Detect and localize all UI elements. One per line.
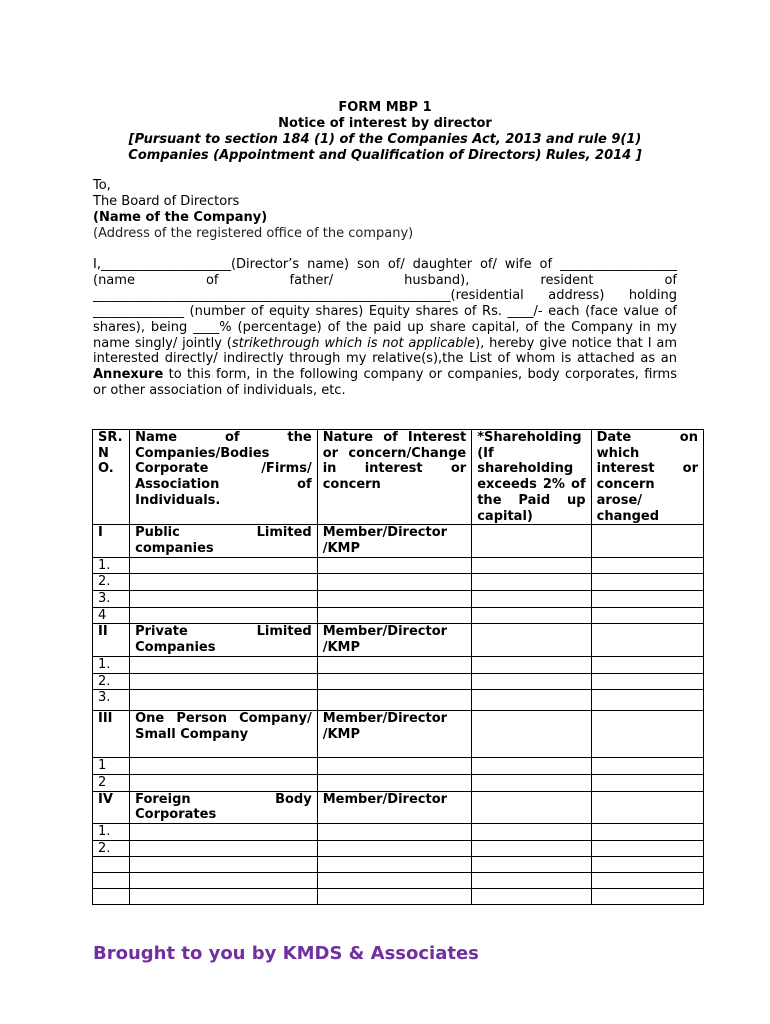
table-cell: 2. bbox=[93, 840, 130, 857]
board-line: The Board of Directors bbox=[93, 194, 240, 209]
table-cell bbox=[317, 673, 472, 690]
col-header-name: Name of the Companies/Bodies Corporate /Firms/ Association of Individuals. bbox=[130, 430, 318, 525]
table-row bbox=[93, 857, 704, 873]
table-cell bbox=[591, 774, 703, 791]
table-cell: II bbox=[93, 624, 130, 656]
strikethrough-note: strikethrough which is not applicable bbox=[231, 335, 476, 351]
table-cell bbox=[472, 824, 591, 841]
table-cell bbox=[317, 607, 472, 624]
table-cell: Member/Director /KMP bbox=[317, 624, 472, 656]
table-cell bbox=[130, 758, 318, 775]
table-cell: Member/Director /KMP bbox=[317, 711, 472, 758]
table-cell bbox=[472, 624, 591, 656]
table-cell bbox=[317, 774, 472, 791]
table-cell bbox=[591, 758, 703, 775]
footer-credit: Brought to you by KMDS & Associates bbox=[93, 943, 479, 964]
table-cell bbox=[472, 690, 591, 711]
col-header-shareholding: *Shareholding (If shareholding exceeds 2% of the Paid up capital) bbox=[472, 430, 591, 525]
table-cell: IV bbox=[93, 791, 130, 823]
table-cell bbox=[130, 840, 318, 857]
table-cell bbox=[591, 673, 703, 690]
table-cell bbox=[591, 791, 703, 823]
table-cell bbox=[130, 857, 318, 873]
table-cell bbox=[472, 857, 591, 873]
table-row bbox=[93, 624, 704, 656]
table-cell bbox=[472, 525, 591, 557]
table-cell bbox=[591, 857, 703, 873]
table-cell bbox=[130, 824, 318, 841]
table-cell bbox=[591, 840, 703, 857]
table-cell: I bbox=[93, 525, 130, 557]
pursuant-line-2: Companies (Appointment and Qualification of Directors) Rules, 2014 ] bbox=[128, 148, 642, 163]
table-cell bbox=[472, 656, 591, 673]
table-cell bbox=[130, 656, 318, 673]
table-cell: Member/Director bbox=[317, 791, 472, 823]
table-cell: 1 bbox=[93, 758, 130, 775]
table-cell bbox=[472, 673, 591, 690]
notice-text-2: ), hereby give notice that I am interested directly/ indirectly through my relative(s),the List of whom is attached as an bbox=[93, 335, 677, 367]
table-cell bbox=[472, 758, 591, 775]
table-cell bbox=[472, 574, 591, 591]
table-header-row bbox=[93, 430, 704, 525]
table-row bbox=[93, 840, 704, 857]
table-cell bbox=[93, 889, 130, 905]
table-cell bbox=[591, 574, 703, 591]
table-cell bbox=[130, 673, 318, 690]
table-cell bbox=[591, 889, 703, 905]
table-cell: 3. bbox=[93, 591, 130, 608]
table-row bbox=[93, 791, 704, 823]
table-cell bbox=[591, 591, 703, 608]
table-cell bbox=[591, 525, 703, 557]
table-row bbox=[93, 873, 704, 889]
table-cell bbox=[591, 656, 703, 673]
col-header-date: Date on which interest or concern arose/ changed bbox=[591, 430, 703, 525]
table-row bbox=[93, 774, 704, 791]
table-cell bbox=[93, 857, 130, 873]
table-row bbox=[93, 690, 704, 711]
table-cell bbox=[93, 873, 130, 889]
table-cell bbox=[317, 591, 472, 608]
table-cell bbox=[130, 557, 318, 574]
table-cell bbox=[130, 889, 318, 905]
table-cell: 3. bbox=[93, 690, 130, 711]
table-cell: 1. bbox=[93, 824, 130, 841]
table-cell bbox=[130, 774, 318, 791]
table-cell bbox=[130, 607, 318, 624]
company-name-placeholder: (Name of the Company) bbox=[93, 210, 268, 225]
table-cell bbox=[472, 557, 591, 574]
table-cell bbox=[472, 791, 591, 823]
table-cell bbox=[591, 557, 703, 574]
table-row bbox=[93, 824, 704, 841]
notice-paragraph bbox=[93, 257, 677, 398]
table-row bbox=[93, 557, 704, 574]
table-cell bbox=[591, 624, 703, 656]
table-cell bbox=[591, 690, 703, 711]
table-cell bbox=[130, 574, 318, 591]
table-cell bbox=[317, 656, 472, 673]
form-subtitle: Notice of interest by director bbox=[278, 116, 492, 131]
table-cell bbox=[472, 889, 591, 905]
table-cell: 2 bbox=[93, 774, 130, 791]
table-cell bbox=[472, 607, 591, 624]
table-cell bbox=[317, 824, 472, 841]
address-block bbox=[93, 178, 677, 242]
table-cell: Foreign Body Corporates bbox=[130, 791, 318, 823]
table-cell bbox=[591, 711, 703, 758]
table-cell bbox=[317, 889, 472, 905]
table-row bbox=[93, 673, 704, 690]
table-cell bbox=[130, 690, 318, 711]
table-cell bbox=[472, 591, 591, 608]
table-row bbox=[93, 574, 704, 591]
table-cell bbox=[130, 591, 318, 608]
table-cell bbox=[130, 873, 318, 889]
table-cell: One Person Company/ Small Company bbox=[130, 711, 318, 758]
table-cell: 1. bbox=[93, 656, 130, 673]
table-cell bbox=[317, 574, 472, 591]
notice-text-1: I,____________________(Director’s name) son of/ daughter of/ wife of __________________ (name of father/ husband), resident of _______________________________________________________(residential address) holding ______________ (number of equity shares) Equity shares of Rs. ____/- each (face value of shares), being ____% (percentage) of the paid up share capital, of the Company in my name singly/ jointly ( bbox=[93, 257, 677, 351]
table-cell bbox=[472, 840, 591, 857]
table-cell bbox=[472, 873, 591, 889]
company-address-placeholder: (Address of the registered office of the company) bbox=[93, 226, 414, 241]
table-row bbox=[93, 607, 704, 624]
table-cell: 2. bbox=[93, 574, 130, 591]
salutation: To, bbox=[93, 178, 111, 193]
table-cell: 2. bbox=[93, 673, 130, 690]
table-row bbox=[93, 656, 704, 673]
notice-text-3: to this form, in the following company or companies, body corporates, firms or other association of individuals, etc. bbox=[93, 366, 677, 398]
form-page bbox=[93, 100, 677, 398]
table-row bbox=[93, 525, 704, 557]
annexure-label: Annexure bbox=[93, 366, 164, 382]
table-cell bbox=[591, 873, 703, 889]
table-row bbox=[93, 591, 704, 608]
form-title: FORM MBP 1 bbox=[338, 100, 432, 115]
table-cell: Private Limited Companies bbox=[130, 624, 318, 656]
table-row bbox=[93, 889, 704, 905]
col-header-nature: Nature of Interest or concern/Change in interest or concern bbox=[317, 430, 472, 525]
table-cell bbox=[317, 557, 472, 574]
table-cell: Member/Director /KMP bbox=[317, 525, 472, 557]
table-cell bbox=[317, 690, 472, 711]
table-cell bbox=[317, 857, 472, 873]
table-cell: 1. bbox=[93, 557, 130, 574]
table-cell bbox=[472, 774, 591, 791]
table-cell bbox=[317, 840, 472, 857]
table-cell bbox=[472, 711, 591, 758]
table-cell: Public Limited companies bbox=[130, 525, 318, 557]
col-header-sr-no: SR. N O. bbox=[93, 430, 130, 525]
table-body bbox=[93, 525, 704, 905]
interest-table bbox=[92, 429, 704, 905]
table-cell bbox=[591, 824, 703, 841]
table-cell bbox=[591, 607, 703, 624]
table-cell bbox=[317, 873, 472, 889]
table-cell: III bbox=[93, 711, 130, 758]
pursuant-line-1: [Pursuant to section 184 (1) of the Companies Act, 2013 and rule 9(1) bbox=[128, 132, 642, 147]
table-row bbox=[93, 758, 704, 775]
table-row bbox=[93, 711, 704, 758]
table-cell bbox=[317, 758, 472, 775]
table-cell: 4 bbox=[93, 607, 130, 624]
